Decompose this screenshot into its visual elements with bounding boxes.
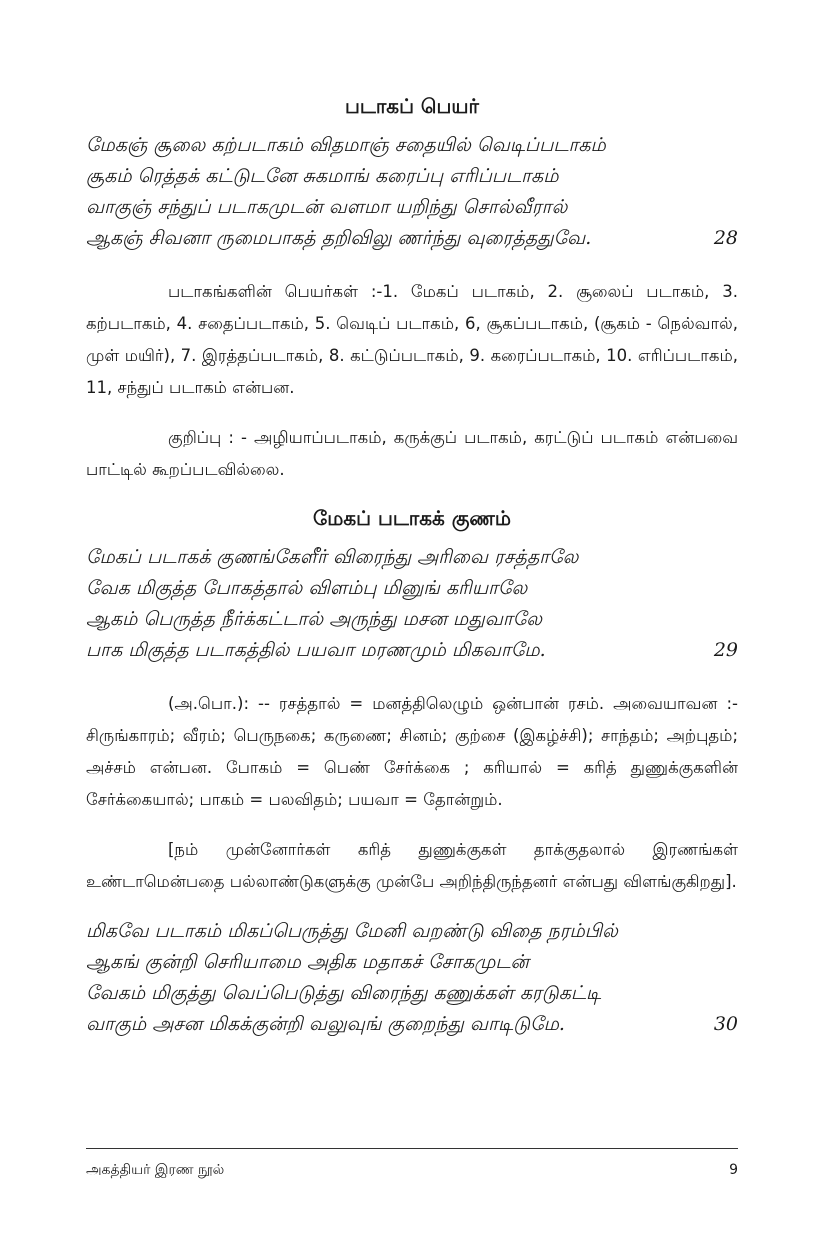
meaning-paragraph: (அ.பொ.): -- ரசத்தால் = மனத்திலெழும் ஒன்பான் ரசம். அவையாவன :- சிருங்காரம்; வீரம்; பெருநகை; கருணை; சினம்; குற்சை (இகழ்ச்சி); சாந்தம்; அற்புதம்; அச்சம் என்பன. போகம் = பெண் சேர்க்கை ; கரியால் = கரித் துணுக்குகளின் சேர்க்கையால்; பாகம் = பலவிதம்; பயவா = தோன்றும். bbox=[86, 694, 738, 809]
verse-line bbox=[86, 978, 738, 1009]
verse-line-text: மிகவே படாகம் மிகப்பெருத்து மேனி வறண்டு விதை நரம்பில் bbox=[86, 920, 618, 942]
page-content bbox=[86, 88, 738, 1040]
verse-line bbox=[86, 542, 738, 573]
verse-line bbox=[86, 1009, 738, 1040]
verse-30 bbox=[86, 916, 738, 1040]
verse-line-text: ஆகங் குன்றி செரியாமை அதிக மதாகச் சோகமுடன் bbox=[86, 951, 529, 973]
verse-line bbox=[86, 604, 738, 635]
note-paragraph: குறிப்பு : - அழியாப்படாகம், கருக்குப் படாகம், கரட்டுப் படாகம் என்பவை பாட்டில் கூறப்படவில்லை. bbox=[86, 428, 738, 479]
verse-line-text: வேக மிகுத்த போகத்தால் விளம்பு மினுங் கரியாலே bbox=[86, 577, 528, 599]
verse-line-text: மேகஞ் சூலை கற்படாகம் விதமாஞ் சதையில் வெடிப்படாகம் bbox=[86, 134, 606, 156]
verse-line-text: மேகப் படாகக் குணங்கேளீர் விரைந்து அரிவை ரசத்தாலே bbox=[86, 546, 579, 568]
verse-line bbox=[86, 573, 738, 604]
verse-line bbox=[86, 161, 738, 192]
verse-28 bbox=[86, 130, 738, 254]
footer-page-number: 9 bbox=[729, 1162, 738, 1178]
verse-number: 30 bbox=[713, 1013, 738, 1035]
footer-divider bbox=[86, 1148, 738, 1149]
page-footer bbox=[86, 1160, 738, 1180]
verse-line-text: பாக மிகுத்த படாகத்தில் பயவா மரணமும் மிகவாமே. bbox=[86, 639, 546, 661]
verse-line bbox=[86, 916, 738, 947]
verse-line-text: வாகும் அசன மிகக்குன்றி வலுவுங் குறைந்து வாடிடுமே. bbox=[86, 1013, 565, 1035]
footer-book-title: அகத்தியர் இரண நூல் bbox=[86, 1162, 225, 1178]
verse-29 bbox=[86, 542, 738, 666]
verse-line bbox=[86, 635, 738, 666]
section-title-names: படாகப் பெயர் bbox=[345, 94, 479, 118]
verse-number: 28 bbox=[713, 227, 738, 249]
verse-line-text: ஆகஞ் சிவனா ருமைபாகத் தறிவிலு ணர்ந்து வுரைத்ததுவே. bbox=[86, 227, 592, 249]
verse-line-text: சூகம் ரெத்தக் கட்டுடனே சுகமாங் கரைப்பு எரிப்படாகம் bbox=[86, 165, 559, 187]
verse-line-text: வாகுஞ் சந்துப் படாகமுடன் வளமா யறிந்து சொல்வீரால் bbox=[86, 196, 568, 218]
verse-line bbox=[86, 223, 738, 254]
bracket-note-paragraph: [நம் முன்னோர்கள் கரித் துணுக்குகள் தாக்குதலால் இரணங்கள் உண்டாமென்பதை பல்லாண்டுகளுக்கு முன்பே அறிந்திருந்தனர் என்பது விளங்குகிறது]. bbox=[86, 840, 738, 891]
verse-line-text: வேகம் மிகுத்து வெப்பெடுத்து விரைந்து கணுக்கள் கரடுகட்டி bbox=[86, 982, 602, 1004]
verse-line bbox=[86, 130, 738, 161]
verse-line bbox=[86, 947, 738, 978]
verse-line-text: ஆகம் பெருத்த நீர்க்கட்டால் அருந்து மசன மதுவாலே bbox=[86, 608, 543, 630]
commentary-paragraph-names: படாகங்களின் பெயர்கள் :-1. மேகப் படாகம், 2. சூலைப் படாகம், 3. கற்படாகம், 4. சதைப்படாகம், 5. வெடிப் படாகம், 6, சூகப்படாகம், (சூகம் - நெல்வால், முள் மயிர்), 7. இரத்தப்படாகம், 8. கட்டுப்படாகம், 9. கரைப்படாகம், 10. எரிப்படாகம், 11, சந்துப் படாகம் என்பன. bbox=[86, 282, 738, 397]
section-title-qualities: மேகப் படாகக் குணம் bbox=[313, 506, 511, 530]
verse-number: 29 bbox=[713, 639, 738, 661]
verse-line bbox=[86, 192, 738, 223]
